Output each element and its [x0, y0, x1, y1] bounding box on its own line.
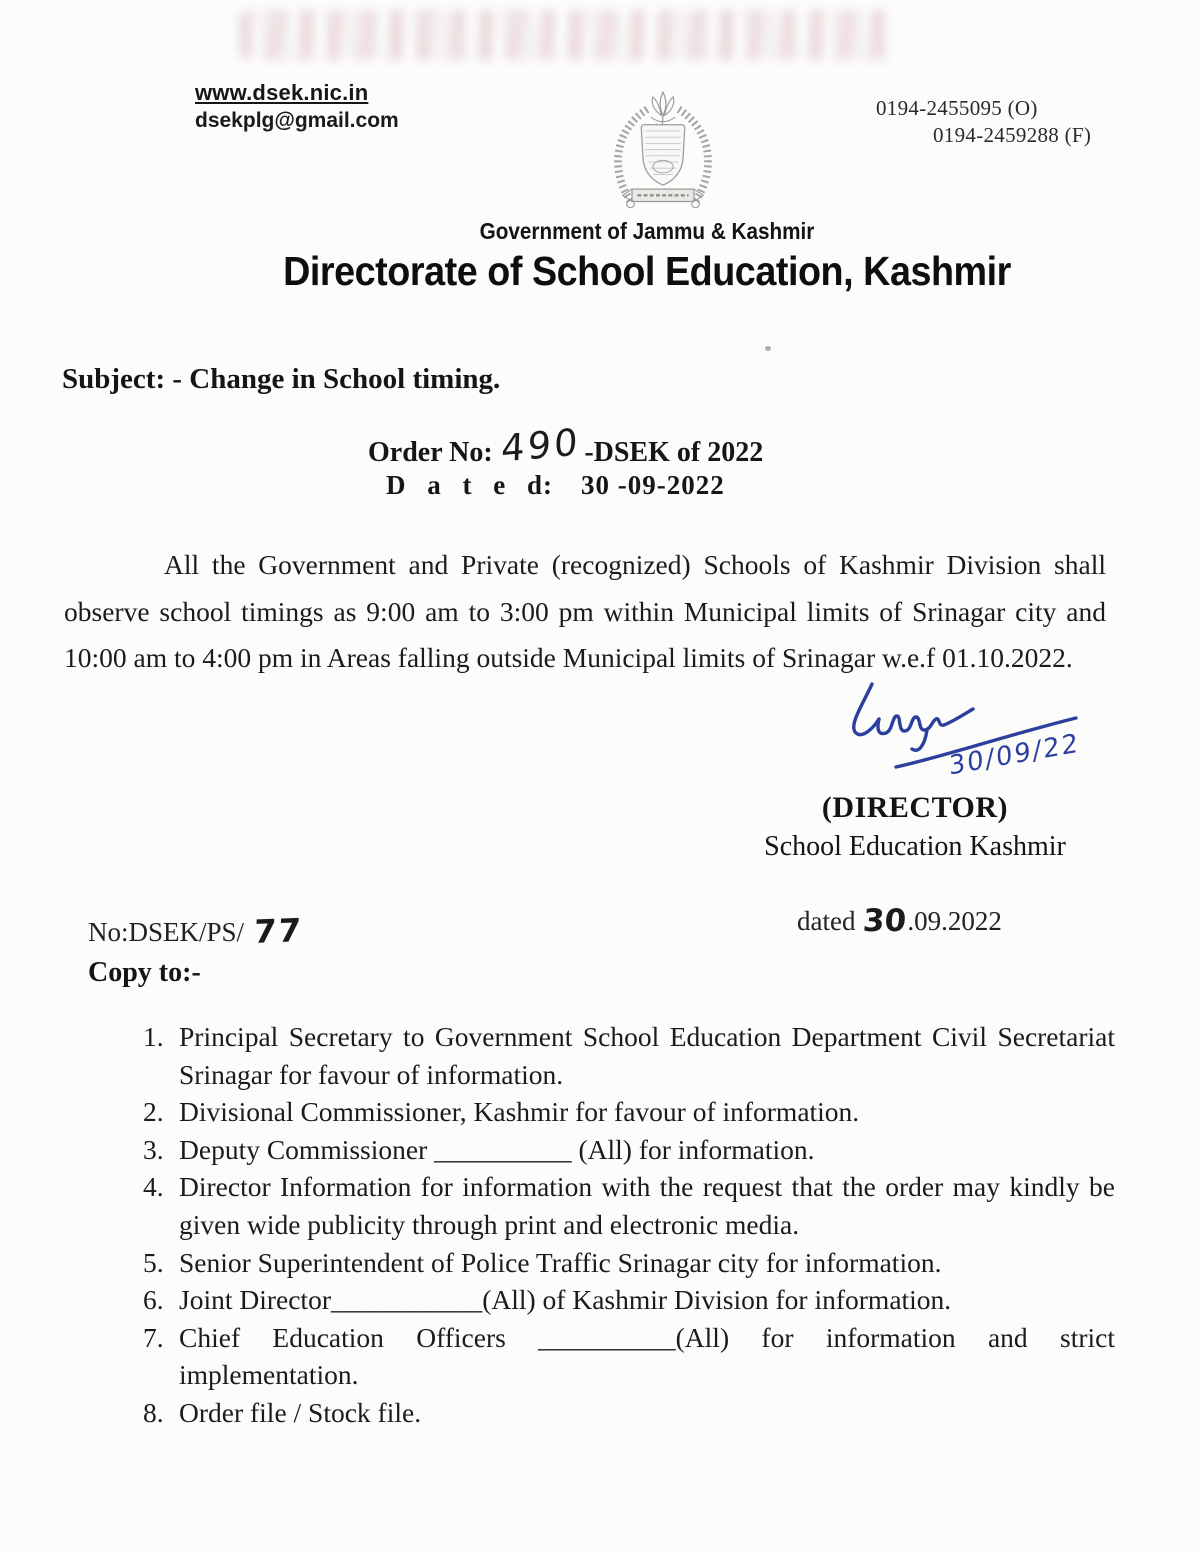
ref-dated-rest: .09.2022 — [907, 906, 1002, 936]
copy-list-item — [143, 1281, 1115, 1319]
handwritten-ref-date-day: 30 — [861, 903, 908, 939]
item-text: Joint Director___________(All) of Kashmir Division for information. — [179, 1284, 952, 1316]
director-title: (DIRECTOR) — [821, 791, 1009, 824]
item-text: Senior Superintendent of Police Traffic Srinagar city for information. — [179, 1246, 942, 1278]
handwritten-signature-date: 30/09/22 — [948, 728, 1081, 782]
order-no-suffix: -DSEK of 2022 — [584, 437, 764, 468]
director-organization: School Education Kashmir — [764, 831, 1066, 862]
copy-to-label: Copy to:- — [88, 957, 201, 988]
item-text: Order file / Stock file. — [179, 1396, 422, 1428]
subject-line: Subject: - Change in School timing. — [62, 363, 501, 395]
order-body-paragraph: All the Government and Private (recognized) Schools of Kashmir Division shall observe school timings as 9:00 am to 3:00 pm within Municipal limits of Srinagar city and 10:00 am to 4:00 pm in Areas falling outside Municipal limits of Srinagar w.e.f 01.10.2022. — [64, 549, 1106, 673]
item-number: 6. — [143, 1284, 164, 1316]
phone-block — [876, 96, 1091, 148]
item-text: Director Information for information with the request that the order may kindly be given wide publicity through print and electronic media. — [179, 1171, 1115, 1240]
reference-number — [88, 912, 303, 950]
item-number: 8. — [143, 1396, 164, 1428]
item-number: 5. — [143, 1246, 164, 1278]
copy-list-item — [143, 1093, 1115, 1131]
copy-list-item — [143, 1319, 1115, 1394]
email-text: dsekplg@gmail.com — [195, 109, 399, 132]
item-number: 2. — [143, 1096, 164, 1128]
dated-value: 30 -09-2022 — [580, 470, 725, 500]
copy-list-item — [143, 1394, 1115, 1432]
website-text: www.dsek.nic.in — [195, 80, 369, 105]
copy-list-item — [143, 1018, 1115, 1093]
item-number: 4. — [143, 1171, 164, 1203]
dated-label: D a t e d: — [386, 470, 553, 500]
item-text: Chief Education Officers __________(All) for information and strict implementation. — [179, 1321, 1115, 1391]
bleed-through-artifact — [240, 10, 890, 60]
reference-date — [797, 903, 1002, 939]
item-text: Principal Secretary to Government School Education Department Civil Secretariat Srinagar for favour of information. — [179, 1021, 1115, 1090]
signatory-block — [700, 791, 1130, 863]
item-number: 7. — [143, 1321, 164, 1353]
ref-dated-label: dated — [797, 906, 863, 936]
item-number: 1. — [143, 1021, 164, 1052]
item-text: Divisional Commissioner, Kashmir for favour of information. — [179, 1096, 860, 1128]
phone-fax: 0194-2459288 (F) — [933, 123, 1092, 147]
order-number-line — [368, 420, 764, 471]
item-number: 3. — [143, 1133, 164, 1165]
copy-list — [143, 1018, 1115, 1432]
handwritten-order-number: 490 — [500, 420, 581, 471]
handwritten-ref-number: 77 — [253, 911, 304, 951]
copy-list-item — [143, 1168, 1115, 1243]
item-text: Deputy Commissioner __________ (All) for information. — [179, 1133, 815, 1165]
order-dated-line — [386, 470, 725, 501]
copy-list-item — [143, 1244, 1115, 1282]
signature — [832, 676, 1132, 796]
contact-block — [195, 80, 399, 133]
jk-state-emblem-icon — [597, 86, 729, 210]
order-no-label: Order No: — [368, 437, 493, 468]
ref-no-label: No:DSEK/PS/ — [88, 917, 245, 947]
phone-office: 0194-2455095 (O) — [876, 96, 1038, 120]
scan-speck — [765, 346, 771, 351]
government-line: Government of Jammu & Kashmir — [479, 218, 815, 244]
department-title: Directorate of School Education, Kashmir — [283, 248, 1011, 294]
copy-list-item — [143, 1131, 1115, 1169]
